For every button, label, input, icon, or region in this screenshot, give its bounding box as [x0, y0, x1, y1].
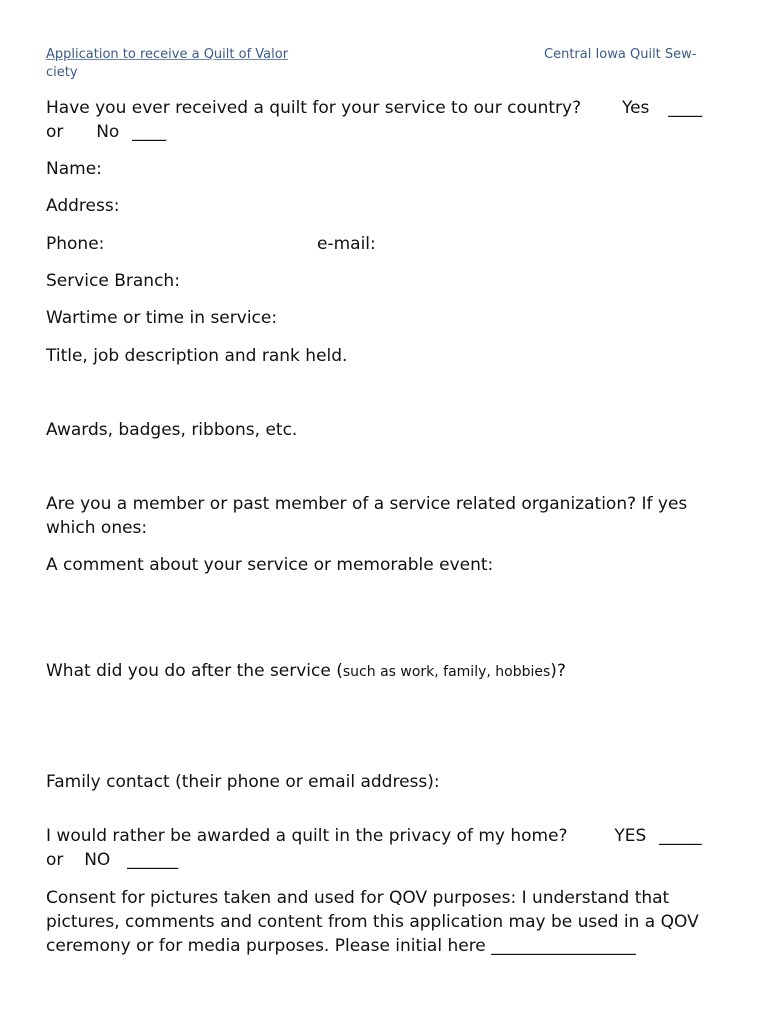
privacy-yes-blank[interactable]: _____ — [659, 826, 702, 846]
service-branch-label: Service Branch: — [46, 271, 180, 291]
received-no-label: No — [96, 122, 120, 142]
privacy-or-label: or — [46, 850, 64, 870]
family-contact-field[interactable] — [46, 770, 736, 794]
service-comment-label: A comment about your service or memorable event: — [46, 555, 494, 575]
consent-line3-row — [46, 934, 736, 958]
header-left-text: Application to receive a Quilt of Valor — [46, 47, 289, 62]
family-contact-label: Family contact (their phone or email address): — [46, 772, 440, 792]
after-service-field[interactable] — [46, 659, 736, 684]
consent-paragraph — [46, 886, 736, 958]
member-organization-field[interactable] — [46, 492, 736, 540]
member-label-line2: which ones: — [46, 518, 148, 538]
privacy-text: I would rather be awarded a quilt in the privacy of my home? — [46, 826, 568, 846]
address-field[interactable] — [46, 194, 736, 218]
consent-line3: ceremony or for media purposes. Please initial here — [46, 936, 486, 956]
header-right-text-line1: Central Iowa Quilt Sew- — [544, 47, 697, 62]
title-rank-label: Title, job description and rank held. — [46, 346, 348, 366]
received-no-blank[interactable]: ____ — [132, 122, 167, 142]
wartime-label: Wartime or time in service: — [46, 308, 278, 328]
name-label: Name: — [46, 159, 102, 179]
awards-field[interactable] — [46, 418, 736, 442]
received-yes-blank[interactable]: ____ — [668, 98, 703, 118]
consent-initial-blank[interactable]: _________________ — [491, 936, 636, 956]
header-right-text-line2: ciety — [46, 65, 78, 80]
privacy-no-label: NO — [84, 850, 111, 870]
header-left-link[interactable] — [46, 46, 326, 64]
privacy-yes-label: YES — [614, 826, 647, 846]
member-label-line1: Are you a member or past member of a service related organization? If yes — [46, 494, 688, 514]
address-label: Address: — [46, 196, 120, 216]
received-yes-label: Yes — [621, 98, 650, 118]
phone-email-row — [46, 232, 736, 256]
privacy-no-blank[interactable]: ______ — [127, 850, 179, 870]
after-service-label-end: )? — [550, 661, 566, 681]
service-branch-field[interactable] — [46, 269, 736, 293]
after-service-label-start: What did you do after the service ( — [46, 661, 343, 681]
wartime-field[interactable] — [46, 306, 736, 330]
question-received-quilt — [46, 96, 736, 144]
consent-line2: pictures, comments and content from this application may be used in a QOV — [46, 912, 699, 932]
email-label[interactable]: e-mail: — [317, 234, 376, 254]
received-or-label: or — [46, 122, 64, 142]
privacy-question — [46, 824, 736, 872]
title-rank-field[interactable] — [46, 344, 736, 368]
after-service-label-examples: such as work, family, hobbies — [342, 664, 551, 680]
service-comment-field[interactable] — [46, 553, 736, 577]
name-field[interactable] — [46, 157, 736, 181]
phone-label[interactable]: Phone: — [46, 234, 105, 254]
consent-line1: Consent for pictures taken and used for QOV purposes: I understand that — [46, 888, 670, 908]
question-received-text: Have you ever received a quilt for your service to our country? — [46, 98, 582, 118]
awards-label: Awards, badges, ribbons, etc. — [46, 420, 298, 440]
